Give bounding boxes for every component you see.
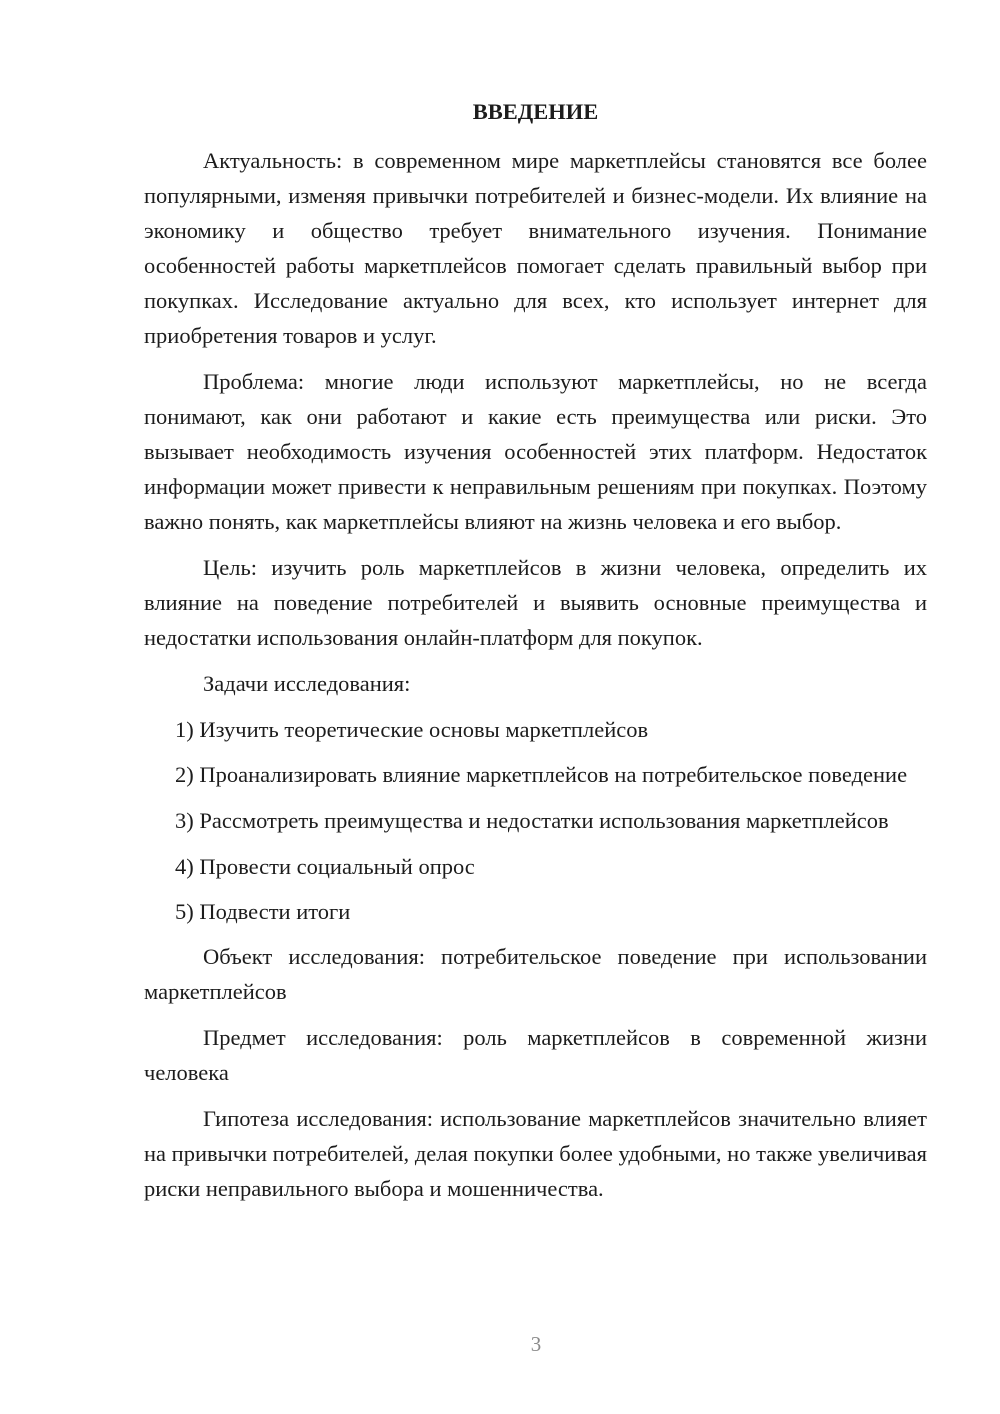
relevance-paragraph: Актуальность: в современном мире маркетплейсы становятся все более популярными, изменяя привычки потребителей и бизнес-модели. Их влияние на экономику и общество требует внимательного изучения. Понимание особенностей работы маркетплейсов помогает сделать правильный выбор при покупках. Исследование актуально для всех, кто использует интернет для приобретения товаров и услуг. <box>144 148 927 348</box>
hypothesis-paragraph: Гипотеза исследования: использование маркетплейсов значительно влияет на привычки потребителей, делая покупки более удобными, но также увеличивая риски неправильного выбора и мошенничества. <box>144 1106 927 1201</box>
task-item-3: 3) Рассмотреть преимущества и недостатки использования маркетплейсов <box>175 808 889 833</box>
page-title: ВВЕДЕНИЕ <box>472 99 599 124</box>
task-item-4: 4) Провести социальный опрос <box>175 854 475 879</box>
tasks-heading: Задачи исследования: <box>203 671 411 696</box>
task-item-5: 5) Подвести итоги <box>175 899 351 924</box>
task-item-1: 1) Изучить теоретические основы маркетплейсов <box>175 717 649 742</box>
goal-paragraph: Цель: изучить роль маркетплейсов в жизни человека, определить их влияние на поведение потребителей и выявить основные преимущества и недостатки использования онлайн-платформ для покупок. <box>144 555 927 650</box>
problem-paragraph: Проблема: многие люди используют маркетплейсы, но не всегда понимают, как они работают и какие есть преимущества или риски. Это вызывает необходимость изучения особенностей этих платформ. Недостаток информации может привести к неправильным решениям при покупках. Поэтому важно понять, как маркетплейсы влияют на жизнь человека и его выбор. <box>144 369 927 534</box>
page-number: 3 <box>530 1332 542 1356</box>
subject-paragraph: Предмет исследования: роль маркетплейсов в современной жизни человека <box>144 1025 927 1085</box>
object-paragraph: Объект исследования: потребительское поведение при использовании маркетплейсов <box>144 944 927 1004</box>
task-item-2: 2) Проанализировать влияние маркетплейсов на потребительское поведение <box>175 762 908 787</box>
document-body <box>144 94 927 1217</box>
